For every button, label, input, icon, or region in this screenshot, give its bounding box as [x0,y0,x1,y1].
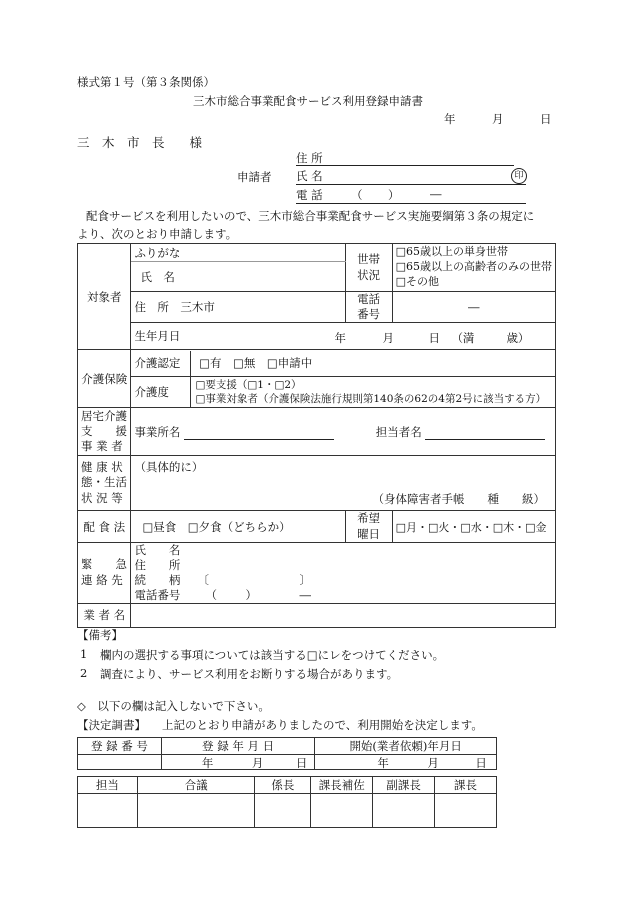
approval-col-assistant-manager: 課長補佐 [311,777,373,794]
emergency-label [78,543,131,604]
applicant-phone-dash: ― [430,187,442,201]
birthdate-label: 生年月日 [134,329,181,343]
start-date-cell[interactable] [315,755,497,770]
applicant-name-field[interactable] [296,168,526,185]
relation-open: 〔 [197,572,209,587]
vendor-label: 業 者 名 [78,603,131,627]
birth-month-label: 月 [382,331,394,345]
household-label [345,244,392,292]
meal-options[interactable]: □昼食 □夕食（どちらか） [142,519,291,534]
subject-phone-label [345,292,392,323]
reg-date-day: 日 [295,756,308,770]
care-level-support[interactable]: □要支援（□1・□2） [195,378,302,391]
household-options[interactable] [392,244,555,292]
household-label-line2: 状況 [357,267,381,282]
reg-date-header: 登 録 年 月 日 [161,738,315,755]
health-label-line1: 健 康 状 [81,459,123,474]
approval-col-chief: 係長 [255,777,311,794]
reg-no-header: 登 録 番 号 [78,738,162,755]
approval-col-manager: 課長 [435,777,497,794]
reg-date-month: 月 [251,756,264,770]
decision-text: 上記のとおり申請がありましたので、利用開始を決定します。 [162,718,483,732]
note-2: 調査により、サービス利用をお断りする場合があります。 [100,667,399,681]
registration-table [77,737,497,770]
approval-stamp-staff[interactable] [78,794,138,828]
emergency-name-label: 氏 名 [134,543,181,558]
approval-stamp-chief[interactable] [255,794,311,828]
date-month-label: 月 [492,112,504,126]
subject-name-cell[interactable] [131,262,345,292]
disability-handbook: （身体障害者手帳 種 級） [372,492,545,506]
household-label-line1: 世帯 [357,251,381,266]
subject-phone-dash: ― [468,300,480,314]
notes-heading: 【備考】 [77,628,123,642]
vendor-cell[interactable] [131,603,556,627]
care-cert-options[interactable]: □有 □無 □申請中 [199,355,313,370]
birth-year-label: 年 [334,331,346,345]
approval-stamp-assistant-manager[interactable] [311,794,373,828]
support-office-label-line3: 事 業 者 [81,438,123,453]
emergency-phone-close: ） [245,587,257,602]
support-office-cell [131,408,556,456]
health-label-line3: 状 況 等 [81,490,123,505]
day-options[interactable]: □月・□火・□水・□木・□金 [395,520,547,534]
decision-heading: 【決定調書】 [77,718,146,732]
note-2-number: 2 [80,666,88,680]
applicant-label: 申請者 [237,170,272,184]
birthdate-cell[interactable] [131,323,556,350]
application-table [77,243,556,628]
form-title: 三木市総合事業配食サービス利用登録申請書 [193,94,423,108]
subject-address-cell[interactable] [131,292,345,323]
form-number: 様式第１号（第３条関係） [77,75,215,89]
emergency-phone-open: （ [205,587,217,602]
day-label [345,511,392,543]
emergency-address-label: 住 所 [134,557,181,572]
person-in-charge-label: 担当者名 [375,424,422,439]
approval-stamp-consultation[interactable] [137,794,255,828]
support-office-label-line1: 居宅介護 [81,409,127,424]
household-option-single[interactable]: □65歳以上の単身世帯 [395,245,508,259]
start-date-header: 開始(業者依頼)年月日 [315,738,497,755]
approval-col-consultation: 合議 [137,777,255,794]
office-use-notice: ◇ 以下の欄は記入しないで下さい。 [77,699,270,713]
date-day-label: 日 [540,112,552,126]
applicant-phone-field[interactable] [296,187,526,204]
care-cert-label: 介護認定 [134,351,191,376]
approval-col-staff: 担当 [78,777,138,794]
care-cert-row [131,350,556,377]
start-date-day: 日 [475,756,487,770]
reg-date-cell[interactable] [161,755,315,770]
approval-stamp-manager[interactable] [435,794,497,828]
relation-close: 〕 [299,572,311,587]
applicant-phone-close: ） [388,188,400,202]
care-level-label: 介護度 [134,377,191,407]
note-1: 欄内の選択する事項については該当する□にレをつけてください。 [100,648,445,662]
health-cell[interactable] [131,456,556,511]
seal-mark: 印 [511,168,527,184]
start-date-year: 年 [377,756,389,770]
office-name-field[interactable] [184,427,334,440]
emergency-phone-label: 電話番号 [134,587,181,602]
date-year-label: 年 [444,112,456,126]
birth-day-label: 日 [428,331,440,345]
applicant-phone-open: （ [351,188,363,202]
subject-phone-label-line2: 番号 [357,307,381,321]
birth-age-close: 歳） [506,331,530,345]
person-in-charge-field[interactable] [425,427,545,440]
start-date-month: 月 [427,756,439,770]
household-option-other[interactable]: □その他 [395,274,439,288]
birth-age-open: （満 [451,331,475,345]
emergency-label-line2: 連 絡 先 [81,572,123,587]
care-insurance-label: 介護保険 [78,350,131,408]
approval-stamp-deputy-manager[interactable] [373,794,435,828]
care-level-target[interactable]: □事業対象者（介護保険法施行規則第140条の62の4第2号に該当する方） [195,393,547,405]
subject-phone-label-line1: 電話 [357,292,381,307]
approval-table [77,776,497,828]
emergency-phone-dash: ― [299,587,311,602]
health-label [78,456,131,511]
intro-line-1: 配食サービスを利用したいので、三木市総合事業配食サービス実施要綱第３条の規定に [86,209,535,223]
subject-name-label: 氏 名 [140,269,175,284]
applicant-name-label: 氏 名 [296,169,323,183]
health-label-line2: 態・生活 [81,475,127,490]
subject-phone-cell[interactable] [392,292,555,323]
support-office-label [78,408,131,456]
emergency-relation-label: 続 柄 [134,572,181,587]
furigana-cell[interactable] [131,244,345,262]
office-name-label: 事業所名 [134,424,181,439]
household-option-elderly-only[interactable]: □65歳以上の高齢者のみの世帯 [395,260,552,274]
meal-options-cell [131,511,345,543]
applicant-address-field[interactable] [296,150,514,166]
reg-no-cell[interactable] [78,755,162,770]
care-level-row [131,377,556,408]
reg-date-year: 年 [201,756,214,770]
addressee: 三 木 市 長 様 [77,135,203,150]
note-1-number: 1 [80,647,88,661]
subject-label: 対象者 [78,244,131,350]
furigana-label: ふりがな [134,245,181,260]
subject-address-label: 住 所 三木市 [134,300,215,314]
health-specific-label: （具体的に） [134,460,204,474]
emergency-label-line1: 緊 急 [81,557,127,572]
day-label-line1: 希望 [357,511,381,525]
intro-line-2: より、次のとおり申請します。 [77,227,238,241]
day-options-cell [392,511,555,543]
approval-col-deputy-manager: 副課長 [373,777,435,794]
applicant-address-label: 住 所 [296,151,323,165]
meal-label: 配 食 法 [78,511,131,543]
emergency-cell[interactable] [131,543,556,604]
day-label-line2: 曜日 [357,526,381,541]
support-office-label-line2: 支 援 [81,424,127,439]
applicant-phone-label: 電 話 [296,188,323,202]
